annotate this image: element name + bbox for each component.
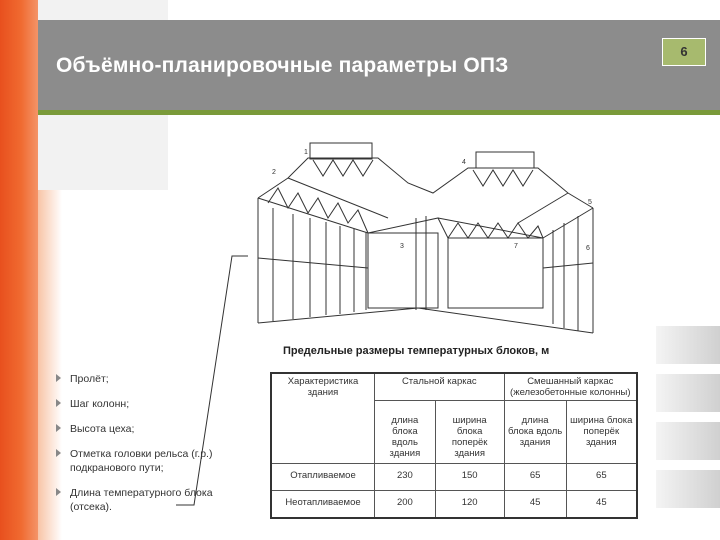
row-label: Неотапливаемое [271, 491, 375, 519]
callout-label: 3 [400, 243, 404, 250]
list-item-text: Высота цеха; [70, 423, 135, 435]
header-steel-frame: Стальной каркас [375, 373, 505, 401]
row-label: Отапливаемое [271, 464, 375, 491]
slide-title: Объёмно-планировочные параметры ОПЗ [56, 54, 509, 77]
decor-bar [656, 470, 720, 508]
table-cell: 120 [435, 491, 504, 519]
table-row [271, 491, 637, 519]
subheader-length: длина блока вдоль здания [375, 401, 436, 464]
list-item [56, 486, 256, 514]
callout-label: 2 [272, 169, 276, 176]
bullet-arrow-icon [56, 399, 61, 407]
callout-label: 1 [304, 149, 308, 156]
subheader-length: длина блока вдоль здания [504, 401, 566, 464]
header-mixed-frame: Смешанный каркас (железобетонные колонны) [504, 373, 637, 401]
list-item [56, 422, 256, 436]
callout-label: 7 [514, 243, 518, 250]
parameter-list [56, 372, 256, 525]
header-characteristic: Характеристика здания [271, 373, 375, 464]
subheader-width: ширина блока поперёк здания [435, 401, 504, 464]
bullet-arrow-icon [56, 374, 61, 382]
list-item-text: Пролёт; [70, 373, 109, 385]
callout-label: 6 [586, 245, 590, 252]
list-item-text: Отметка головки рельса (г.р.) подкранового пути; [70, 448, 213, 474]
decor-bar [656, 422, 720, 460]
table-cell: 200 [375, 491, 436, 519]
table-cell: 150 [435, 464, 504, 491]
list-item-text: Длина температурного блока (отсека). [70, 487, 213, 513]
decor-bar [656, 374, 720, 412]
subheader-width: ширина блока поперёк здания [566, 401, 637, 464]
building-frame-illustration [248, 138, 604, 338]
table-row [271, 464, 637, 491]
bullet-arrow-icon [56, 424, 61, 432]
list-item-text: Шаг колонн; [70, 398, 130, 410]
bullet-arrow-icon [56, 488, 61, 496]
table-cell: 45 [504, 491, 566, 519]
table-cell: 65 [504, 464, 566, 491]
callout-label: 4 [462, 159, 466, 166]
decor-bar [656, 326, 720, 364]
list-item [56, 397, 256, 411]
list-item [56, 372, 256, 386]
temperature-block-table [270, 372, 638, 519]
title-underline [38, 110, 720, 115]
table-header-row [271, 373, 637, 401]
table-cell: 45 [566, 491, 637, 519]
page-number-badge: 6 [662, 38, 706, 66]
callout-label: 5 [588, 199, 592, 206]
bullet-arrow-icon [56, 449, 61, 457]
orange-side-band [0, 0, 38, 540]
table-cell: 230 [375, 464, 436, 491]
table-cell: 65 [566, 464, 637, 491]
table-caption: Предельные размеры температурных блоков, м [283, 345, 550, 357]
decorative-bars [656, 326, 720, 518]
list-item [56, 447, 256, 475]
